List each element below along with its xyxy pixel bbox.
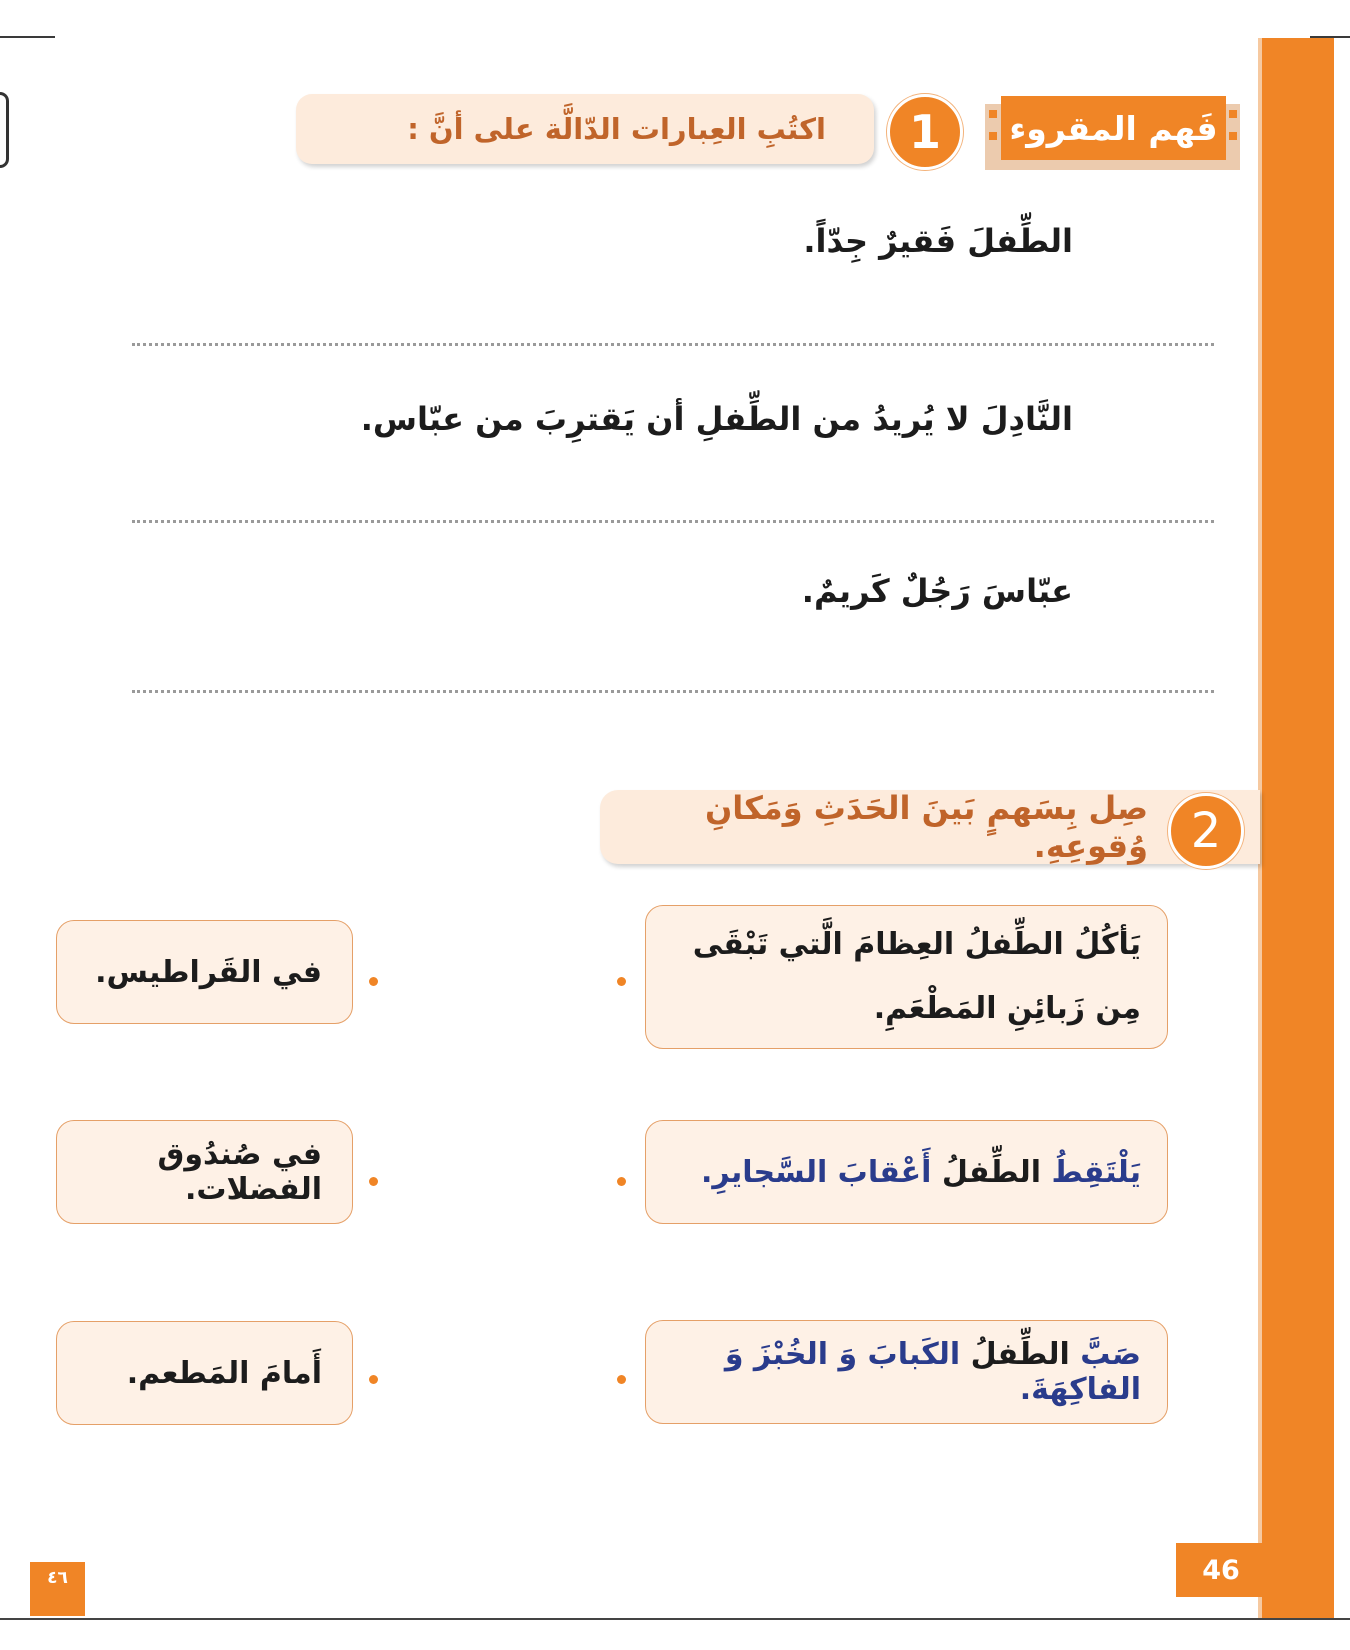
question-number-2: 2 — [1168, 793, 1244, 869]
instruction-text-1: اكتُبِ العِبارات الدّالَّة على أنَّ : — [407, 112, 826, 146]
event-card-2 — [645, 1120, 1168, 1224]
event-verb-3: صَبَّ — [1080, 1337, 1141, 1372]
place-connect-dot-3[interactable] — [369, 1375, 378, 1384]
answer-line-1[interactable] — [132, 343, 1214, 346]
event-connect-dot-2[interactable] — [617, 1177, 626, 1186]
place-card-1 — [56, 920, 353, 1024]
left-margin-notch — [0, 92, 9, 168]
sentence-2: النَّادِلَ لا يُريدُ من الطِّفلِ أن يَقترِبَ من عبّاس. — [360, 400, 1073, 438]
badge-pixel-dot — [989, 132, 997, 140]
answer-line-2[interactable] — [132, 520, 1214, 523]
place-text-3: أَمامَ المَطعم. — [126, 1355, 322, 1391]
event-rest-2: أَعْقابَ السَّجايرِ. — [700, 1154, 932, 1190]
section-badge — [985, 96, 1240, 170]
instruction-banner-2 — [600, 790, 1260, 864]
place-text-2: في صُندُوق الفضلات. — [157, 1137, 322, 1207]
page-number: 46 — [1176, 1543, 1266, 1597]
event-rest-3: الكَبابَ وَ الخُبْزَ وَ الفاكِهَةَ. — [724, 1337, 1141, 1407]
event-text-2 — [701, 1155, 1141, 1190]
event-verb-2: يَلْتَقِطُ — [1051, 1154, 1141, 1190]
place-card-3 — [56, 1321, 353, 1425]
event-connect-dot-3[interactable] — [617, 1375, 626, 1384]
top-rule — [0, 36, 55, 38]
bottom-rule — [0, 1618, 1350, 1620]
answer-line-3[interactable] — [132, 690, 1214, 693]
place-card-2 — [56, 1120, 353, 1224]
event-subject-3: الطِّفلُ — [970, 1337, 1070, 1372]
badge-pixel-dot — [1229, 132, 1237, 140]
instruction-banner-1 — [296, 94, 874, 164]
event-subject-2: الطِّفلُ — [941, 1154, 1042, 1190]
badge-pixel-dot — [1229, 110, 1237, 118]
question-number-1: 1 — [887, 94, 963, 170]
section-badge-label: فَهم المقروء — [1001, 96, 1226, 160]
place-connect-dot-1[interactable] — [369, 977, 378, 986]
event-card-3 — [645, 1320, 1168, 1424]
sentence-3: عبّاسَ رَجُلٌ كَريمٌ. — [801, 572, 1073, 610]
sentence-1: الطِّفلَ فَقيرٌ جِدّاً. — [803, 222, 1073, 260]
place-connect-dot-2[interactable] — [369, 1177, 378, 1186]
side-orange-bar — [1262, 38, 1334, 1618]
event-connect-dot-1[interactable] — [617, 977, 626, 986]
event-text-1: يَأكُلُ الطِّفلُ العِظامَ الَّتي تَبْقَى مِن زَبائِنِ المَطْعَمِ. — [692, 927, 1141, 1026]
event-card-1 — [645, 905, 1168, 1049]
badge-pixel-dot — [989, 110, 997, 118]
event-text-3 — [672, 1337, 1141, 1407]
page-number-arabic: ٤٦ — [30, 1562, 85, 1616]
place-text-1: في القَراطيس. — [95, 954, 322, 990]
instruction-text-2: صِل بِسَهمٍ بَينَ الحَدَثِ وَمَكانِ وُقوعِهِ. — [704, 789, 1148, 865]
